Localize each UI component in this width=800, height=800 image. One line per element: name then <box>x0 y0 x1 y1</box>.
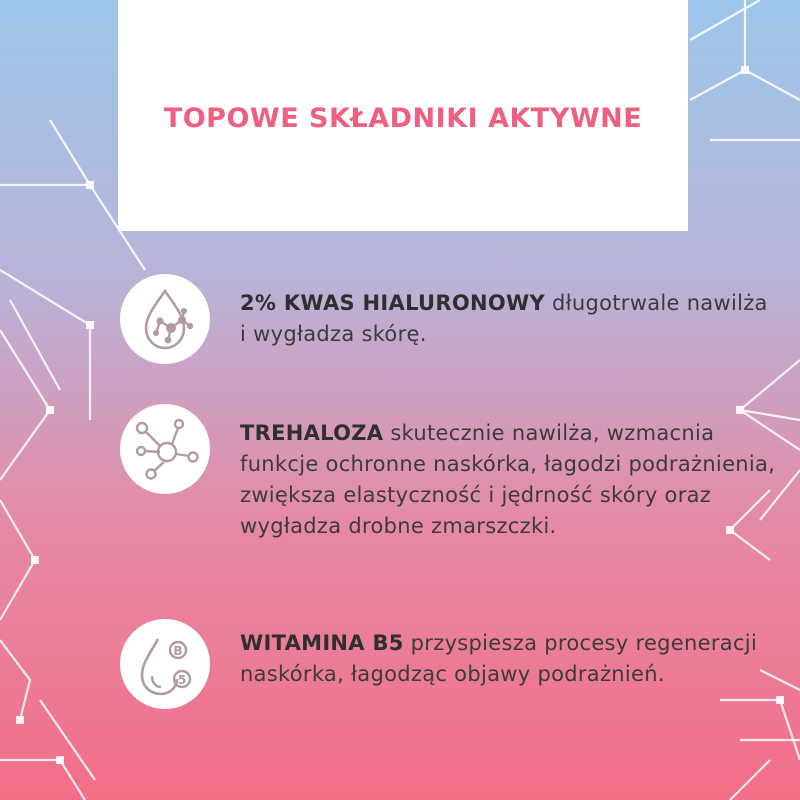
ingredient-description: skutecznie nawilża, wzmacnia funkcje ochronne naskórka, łagodzi podrażnienia, zwiększa elastyczność i jędrność skóry oraz wygładza drobne zmarszczki. <box>240 421 776 538</box>
ingredient-description: długotrwale nawilża i wygładza skórę. <box>240 291 768 346</box>
ingredient-description: przyspiesza procesy regeneracji naskórka, łagodząc objawy podrażnień. <box>240 631 758 686</box>
page-title: TOPOWE SKŁADNIKI AKTYWNE <box>163 103 643 134</box>
ingredient-name: 2% KWAS HIALURONOWY <box>240 291 545 315</box>
ingredient-name: WITAMINA B5 <box>240 631 404 655</box>
vitamin-b5-icon <box>120 619 210 709</box>
molecule-icon <box>120 404 210 494</box>
hyaluronic-drop-icon <box>120 274 210 364</box>
vitamin-letter-b: B <box>173 644 183 658</box>
vitamin-number-5: 5 <box>177 673 187 687</box>
ingredient-name: TREHALOZA <box>240 421 384 445</box>
title-box <box>118 0 688 231</box>
